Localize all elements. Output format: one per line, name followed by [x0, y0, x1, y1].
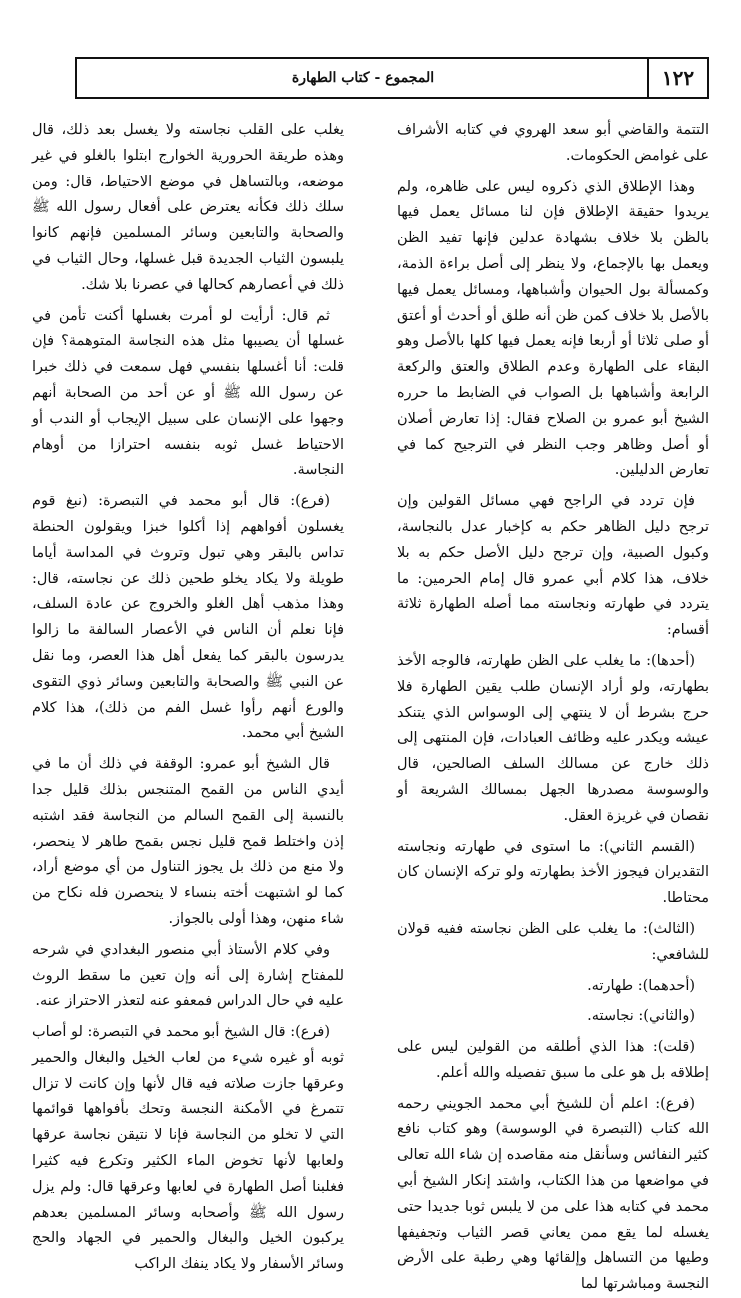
paragraph: (قلت): هذا الذي أطلقه من القولين ليس على إطلاقه بل هو على ما سبق تفصيله والله أعلم. — [397, 1039, 709, 1081]
paragraph: يغلب على القلب نجاسته ولا يغسل بعد ذلك، قال وهذه طريقة الحرورية الخوارج ابتلوا بالغلو في غير موضعه، وبالتساهل في موضع الاحتياط، قال: ومن سلك ذلك فكأنه يعترض على أفعال رسول الله ﷺ والصحابة والتابعين وسائر المسلمين فإنهم كانوا يلبسون الثياب الجديدة قبل غسلها، وحال الثياب في ذلك في أعصارهم كحالها في عصرنا بلا شك. — [32, 122, 344, 293]
right-column — [397, 118, 709, 1293]
paragraph: فإن تردد في الراجح فهي مسائل القولين وإن ترجح دليل الظاهر حكم به كإخبار عدل بالنجاسة، وكبول الصبية، وإن ترجح دليل الأصل حكم به بلا خلاف، هذا كلام أبي عمرو قال إمام الحرمين: ما يتردد في طهارته ونجاسته مما أصله الطهارة ثلاثة أقسام: — [397, 493, 709, 639]
paragraph: (أحدها): ما يغلب على الظن طهارته، فالوجه الأخذ بطهارته، ولو أراد الإنسان طلب يقين الطهارة فلا حرج بشرط أن لا ينتهي إلى الوسواس الذي يتنكد عيشه ويكدر عليه وظائف العبادات، فإن المنتهى إلى ذلك خارج عن مسالك السلف الصالحين، قال والوسوسة مصدرها الجهل بمسالك الشريعة أو نقصان في غريزة العقل. — [397, 652, 709, 824]
paragraph: (والثاني): نجاسته. — [587, 1008, 695, 1025]
page-header — [75, 57, 709, 99]
paragraph: (أحدهما): طهارته. — [587, 977, 695, 994]
paragraph: (فرع): قال أبو محمد في التبصرة: (نبغ قوم يغسلون أفواههم إذا أكلوا خبزا ويقولون الحنطة تداس بالبقر وهي تبول وتروث في المداسة أياما طويلة ولا يكاد يخلو طحين ذلك عن نجاسته، قال: وهذا مذهب أهل الغلو والخروج عن عادة السلف، فإنا نعلم أن الناس في الأعصار السالفة ما زالوا يدرسون بالبقر كما يفعل أهل هذا العصر، وما نقل عن النبي ﷺ والصحابة والتابعين وسائر ذوي التقوى والورع أنهم رأوا غسل الفم من ذلك)، هذا كلام الشيخ أبي محمد. — [32, 493, 344, 742]
paragraph: (فرع): قال الشيخ أبو محمد في التبصرة: لو أصاب ثوبه أو غيره شيء من لعاب الخيل والبغال والحمير وعرقها جازت صلاته فيه قال لأنها وإن كانت لا تزال تتمرغ في الأمكنة النجسة وتحك بأفواهها قوائمها التي لا تخلو من النجاسة فإنا لا نتيقن نجاسة عرقها ولعابها لأنها تخوض الماء الكثير وتكرع فيه كثيرا فغلبنا أصل الطهارة في لعابها وعرقها قال: ولم يزل رسول الله ﷺ وأصحابه وسائر المسلمين بعدهم يركبون الخيل والبغال والحمير في الجهاد والحج وسائر الأسفار ولا يكاد ينفك الراكب — [32, 1024, 344, 1273]
paragraph: قال الشيخ أبو عمرو: الوقفة في ذلك أن ما في أيدي الناس من القمح المتنجس بذلك قليل جدا بالنسبة إلى القمح السالم من النجاسة فقد اشتبه إذن واختلط قمح قليل نجس بقمح طاهر لا ينحصر، ولا منع من ذلك بل يجوز التناول من أي موضع أراد، كما لو اشتبهت أخته بنساء لا ينحصرن فله نكاح من شاء منهن، وهذا أولى بالجواز. — [32, 756, 344, 927]
paragraph: ثم قال: أرأيت لو أمرت بغسلها أكنت تأمن في غسلها أن يصيبها مثل هذه النجاسة المتوهمة؟ فإن قلت: أنا أغسلها بنفسي فهل سمعت في ذلك خبرا عن رسول الله ﷺ أو عن أحد من الصحابة أنهم وجهوا على الإنسان على سبيل الإيجاب أو الندب أو الاحتياط غسل ثوبه بنفسه احترازا من أوهام النجاسة. — [32, 307, 344, 479]
page-number: ١٢٢ — [647, 59, 707, 97]
left-column — [32, 118, 344, 1273]
paragraph: وهذا الإطلاق الذي ذكروه ليس على ظاهره، ولم يريدوا حقيقة الإطلاق فإن لنا مسائل يعمل فيها بالظن بلا خلاف بشهادة عدلين فإنها تفيد الظن ويعمل بها بالإجماع، ولا ينظر إلى أصل براءة الذمة، وكمسألة بول الحيوان وأشباهها، ومسائل يعمل فيها بالأصل بلا خلاف كمن ظن أنه طلق أو أحدث أو أعتق أو صلى ثلاثا أو أربعا فإنه يعمل فيها كلها بالأصل وهو البقاء على الطهارة وعدم الطلاق والعتق والركعة الرابعة وأشباهها بل الصواب في الضابط ما حرره الشيخ أبو عمرو بن الصلاح فقال: إذا تعارض أصلان أو أصل وظاهر وجب النظر في الترجيح كما في تعارض الدليلين. — [397, 178, 709, 479]
running-title: المجموع - كتاب الطهارة — [291, 70, 435, 86]
paragraph: (فرع): اعلم أن للشيخ أبي محمد الجويني رحمه الله كتاب (التبصرة في الوسوسة) وهو كتاب نافع كثير النفائس وسأنقل منه مقاصده إن شاء الله تعالى في مواضعها من هذا الكتاب، واشتد إنكار الشيخ أبي محمد في كتابه هذا على من لا يلبس ثوبا جديدا حتى يغسله لما يقع ممن يعاني قصر الثياب وتجفيفها وطيها من التساهل وإلقائها وهي رطبة على الأرض النجسة ومباشرتها لما — [397, 1095, 709, 1293]
paragraph: التتمة والقاضي أبو سعد الهروي في كتابه الأشراف على غوامض الحكومات. — [397, 122, 709, 164]
paragraph: (الثالث): ما يغلب على الظن نجاسته ففيه قولان للشافعي: — [397, 920, 709, 963]
paragraph: (القسم الثاني): ما استوى في طهارته ونجاسته التقديران فيجوز الأخذ بطهارته ولو تركه الإنسان كان محتاطا. — [397, 838, 709, 907]
paragraph: وفي كلام الأستاذ أبي منصور البغدادي في شرحه للمفتاح إشارة إلى أنه وإن تعين ما سقط الروث عليه في حال الدراس فمعفو عنه لتعذر الاحتراز عنه. — [32, 941, 344, 1010]
